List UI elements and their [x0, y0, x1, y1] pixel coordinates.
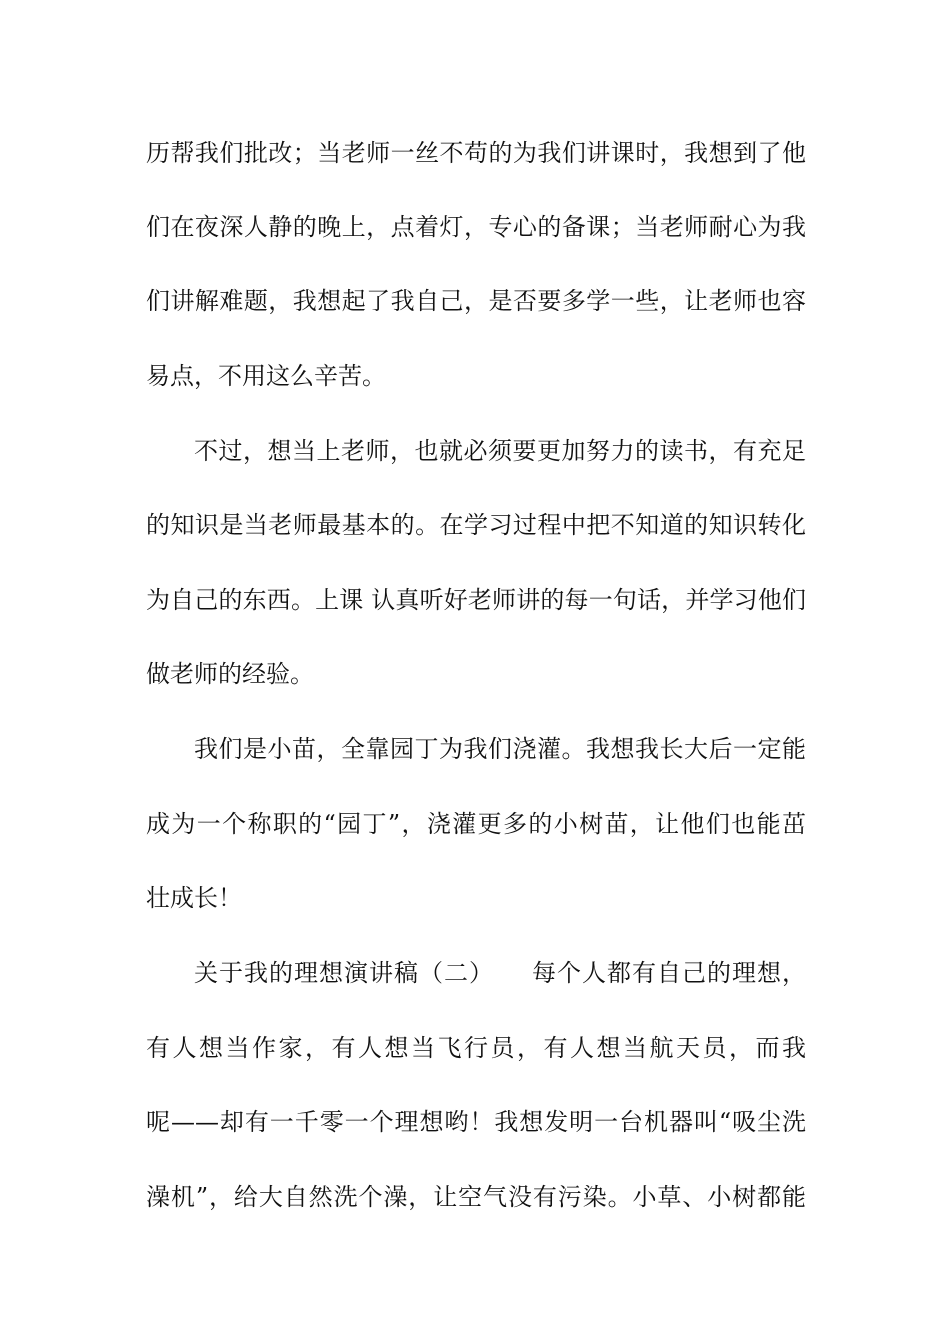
paragraph-first-line: 不过，想当上老师，也就必须要更加努力的读书，有充足: [194, 437, 806, 465]
text-line: 澡机”，给大自然洗个澡，让空气没有污染。小草、小树都能: [146, 1183, 806, 1211]
text-line: 壮成长！: [146, 884, 242, 912]
text-line: 们在夜深人静的晚上，点着灯，专心的备课；当老师耐心为我: [146, 213, 806, 241]
paragraph-first-line: 我们是小苗，全靠园丁为我们浇灌。我想我长大后一定能: [194, 735, 806, 763]
text-line: 做老师的经验。: [146, 660, 314, 688]
text-line: 的知识是当老师最基本的。在学习过程中把不知道的知识转化: [146, 511, 806, 539]
text-line: 为自己的东西。上课 认真听好老师讲的每一句话，并学习他们: [146, 586, 806, 614]
text-line: 有人想当作家，有人想当飞行员，有人想当航天员，而我: [146, 1034, 806, 1062]
text-line: 历帮我们批改；当老师一丝不苟的为我们讲课时，我想到了他: [146, 139, 806, 167]
text-line: 成为一个称职的“园丁”，浇灌更多的小树苗，让他们也能茁: [146, 810, 806, 838]
text-line: 易点，不用这么辛苦。: [146, 362, 386, 390]
text-line: 们讲解难题，我想起了我自己，是否要多学一些，让老师也容: [146, 287, 806, 315]
text-line: 呢——却有一千零一个理想哟！我想发明一台机器叫“吸尘洗: [146, 1108, 806, 1136]
section-heading-line: 关于我的理想演讲稿（二） 每个人都有自己的理想，: [194, 959, 806, 987]
